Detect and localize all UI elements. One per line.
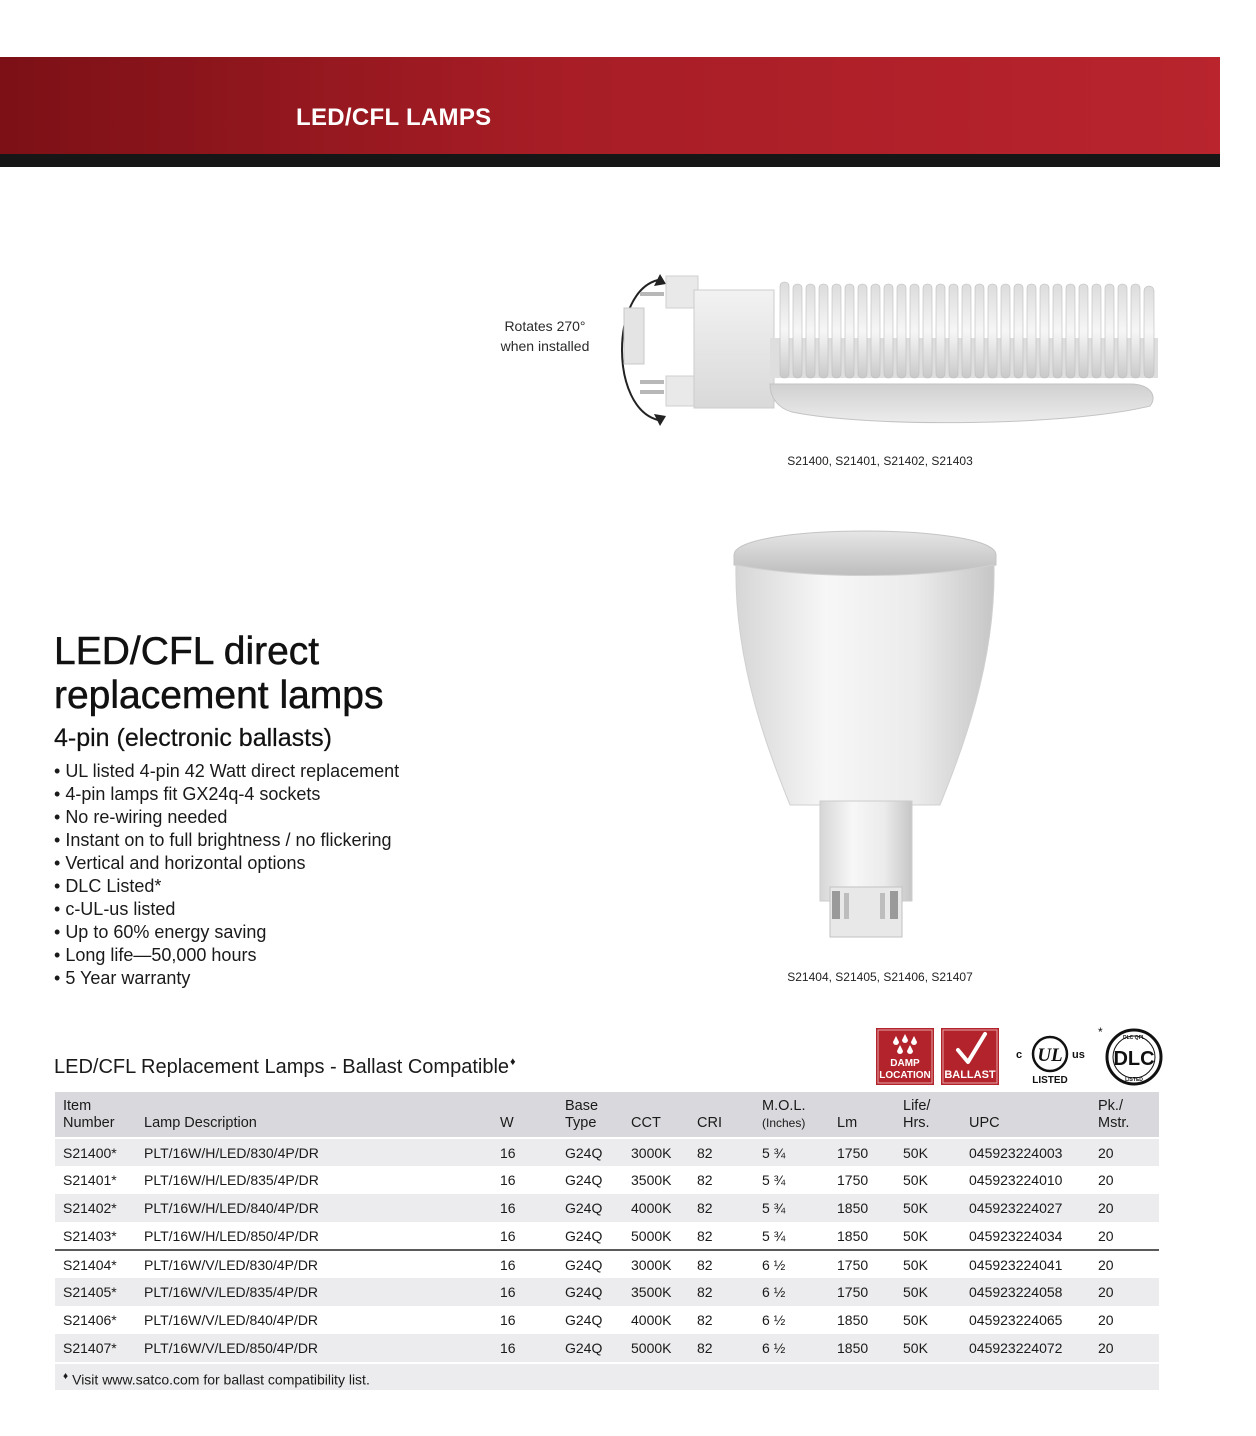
- cell-mol: 6 ½: [754, 1334, 829, 1362]
- col-pack-master: [1090, 1092, 1159, 1138]
- vertical-lamp-caption: S21404, S21405, S21406, S21407: [787, 970, 973, 984]
- cell-mol: 5 ¾: [762, 1172, 786, 1188]
- table-title-text: LED/CFL Replacement Lamps - Ballast Compatible: [54, 1056, 510, 1078]
- table-row: [55, 1306, 1159, 1334]
- col-base-type: [557, 1092, 623, 1138]
- cell-item: S21401*: [63, 1172, 117, 1188]
- cell-desc: PLT/16W/V/LED/850/4P/DR: [136, 1334, 492, 1362]
- damp-location-badge: [876, 1028, 934, 1085]
- damp-label-1: DAMP: [890, 1058, 920, 1069]
- cell-lm: 1750: [829, 1278, 895, 1306]
- header-banner: [0, 57, 1220, 167]
- dlc-listed-badge: [1098, 1026, 1164, 1086]
- cell-desc: PLT/16W/V/LED/840/4P/DR: [144, 1312, 319, 1328]
- cell-item: S21404*: [55, 1250, 136, 1278]
- table-row: [55, 1194, 1159, 1222]
- feature-item: • 4-pin lamps fit GX24q-4 sockets: [54, 783, 399, 806]
- col-mol-label-2: (Inches): [762, 1116, 806, 1130]
- ul-us-mark: us: [1072, 1049, 1085, 1061]
- cell-base: G24Q: [565, 1312, 603, 1328]
- cell-base: G24Q: [557, 1194, 623, 1222]
- col-mol: [754, 1092, 829, 1138]
- rotate-note: Rotates 270° when installed: [500, 318, 590, 354]
- ul-listed-label: LISTED: [1032, 1075, 1068, 1086]
- cell-mol: 6 ½: [754, 1278, 829, 1306]
- footnote-diamond-icon: ♦: [63, 1371, 69, 1382]
- cell-mol: 6 ½: [762, 1312, 786, 1328]
- col-life-label-2: Hrs.: [903, 1115, 930, 1131]
- feature-item: • c-UL-us listed: [54, 898, 399, 921]
- cell-w: 16: [492, 1138, 557, 1166]
- cell-base: G24Q: [565, 1172, 603, 1188]
- cell-item: S21406*: [63, 1312, 117, 1328]
- table-row: [55, 1166, 1159, 1194]
- cell-cct: 3500K: [631, 1172, 672, 1188]
- table-row: [55, 1138, 1159, 1166]
- cell-upc: 045923224003: [961, 1138, 1090, 1166]
- cell-item: S21407*: [55, 1334, 136, 1362]
- cell-cct: 4000K: [631, 1312, 672, 1328]
- cell-lm: 1850: [829, 1194, 895, 1222]
- cell-life: 50K: [903, 1227, 928, 1244]
- cell-lm: 1850: [829, 1334, 895, 1362]
- diamond-icon: ♦: [510, 1056, 516, 1069]
- cell-item: S21405*: [55, 1278, 136, 1306]
- table-footnote: [55, 1364, 1159, 1390]
- col-upc: UPC: [961, 1092, 1090, 1138]
- cell-life: 50K: [903, 1312, 928, 1328]
- cell-pk: 20: [1098, 1312, 1114, 1328]
- cell-cri: 82: [697, 1312, 713, 1328]
- cell-base: G24Q: [565, 1227, 603, 1244]
- banner-title: LED/CFL LAMPS: [296, 104, 492, 131]
- dlc-mark: DLC: [1113, 1048, 1155, 1070]
- feature-item: • Instant on to full brightness / no flickering: [54, 829, 399, 852]
- cell-pk: 20: [1090, 1334, 1159, 1362]
- col-base-label-1: Base: [565, 1098, 599, 1114]
- cell-item: S21402*: [55, 1194, 136, 1222]
- cell-upc: 045923224058: [961, 1278, 1090, 1306]
- footnote-text: Visit www.satco.com for ballast compatibility list.: [72, 1371, 370, 1388]
- ul-mark: UL: [1037, 1045, 1063, 1066]
- ballast-label: BALLAST: [944, 1069, 996, 1081]
- feature-list: [54, 760, 399, 990]
- cell-upc: 045923224065: [969, 1312, 1063, 1328]
- col-pk-label-1: Pk./: [1098, 1098, 1123, 1114]
- cell-cct: 3000K: [623, 1138, 689, 1166]
- feature-item: • 5 Year warranty: [54, 967, 399, 990]
- cell-desc: PLT/16W/V/LED/830/4P/DR: [136, 1250, 492, 1278]
- col-life-hours: [895, 1092, 961, 1138]
- col-item-label-2: Number: [63, 1115, 115, 1131]
- horizontal-lamp-caption: S21400, S21401, S21402, S21403: [787, 454, 973, 468]
- dlc-asterisk: *: [1098, 1026, 1103, 1039]
- table-title: [54, 1056, 516, 1079]
- feature-item: • No re-wiring needed: [54, 806, 399, 829]
- cell-pk: 20: [1090, 1250, 1159, 1278]
- cell-cct: 3500K: [623, 1278, 689, 1306]
- col-cri: CRI: [689, 1092, 754, 1138]
- cell-cct: 5000K: [631, 1227, 672, 1244]
- cell-lm: 1850: [837, 1312, 869, 1328]
- ul-listed-badge: [1012, 1030, 1090, 1086]
- col-watts: W: [492, 1092, 557, 1138]
- cell-w: 16: [492, 1278, 557, 1306]
- cell-mol: 6 ½: [754, 1250, 829, 1278]
- feature-item: • DLC Listed*: [54, 875, 399, 898]
- cell-lm: 1750: [829, 1250, 895, 1278]
- cell-life: 50K: [895, 1334, 961, 1362]
- feature-item: • UL listed 4-pin 42 Watt direct replacement: [54, 760, 399, 783]
- cell-pk: 20: [1098, 1227, 1114, 1244]
- feature-item: • Up to 60% energy saving: [54, 921, 399, 944]
- cell-w: 16: [492, 1334, 557, 1362]
- cell-pk: 20: [1090, 1138, 1159, 1166]
- col-pk-label-2: Mstr.: [1098, 1115, 1130, 1131]
- cell-mol: 5 ¾: [762, 1227, 786, 1244]
- cell-mol: 5 ¾: [754, 1194, 829, 1222]
- page-subtitle: 4-pin (electronic ballasts): [54, 724, 332, 752]
- cell-cri: 82: [697, 1227, 713, 1244]
- col-mol-label-1: M.O.L.: [762, 1098, 806, 1114]
- dlc-ring-top: DLC QPL: [1123, 1035, 1145, 1041]
- banner-stripe: [0, 154, 1220, 167]
- col-lamp-description: Lamp Description: [136, 1092, 492, 1138]
- cell-base: G24Q: [557, 1278, 623, 1306]
- cell-cri: 82: [689, 1278, 754, 1306]
- cell-pk: 20: [1098, 1172, 1114, 1188]
- cell-pk: 20: [1090, 1194, 1159, 1222]
- cell-life: 50K: [895, 1250, 961, 1278]
- cell-life: 50K: [895, 1194, 961, 1222]
- cell-upc: 045923224072: [961, 1334, 1090, 1362]
- cell-upc: 045923224034: [969, 1227, 1063, 1244]
- cell-base: G24Q: [557, 1334, 623, 1362]
- col-lumens: Lm: [829, 1092, 895, 1138]
- cell-w: 16: [492, 1250, 557, 1278]
- cell-lm: 1750: [837, 1172, 869, 1188]
- cell-lm: 1750: [829, 1138, 895, 1166]
- cell-cri: 82: [689, 1250, 754, 1278]
- cell-pk: 20: [1090, 1278, 1159, 1306]
- col-base-label-2: Type: [565, 1115, 597, 1131]
- cell-item: S21400*: [55, 1138, 136, 1166]
- cell-w: 16: [500, 1227, 516, 1244]
- cell-w: 16: [492, 1194, 557, 1222]
- damp-label-2: LOCATION: [879, 1070, 931, 1081]
- cell-desc: PLT/16W/H/LED/830/4P/DR: [136, 1138, 492, 1166]
- cell-cri: 82: [689, 1194, 754, 1222]
- cell-w: 16: [500, 1172, 516, 1188]
- cell-desc: PLT/16W/H/LED/835/4P/DR: [144, 1172, 319, 1188]
- cell-cri: 82: [697, 1172, 713, 1188]
- cell-base: G24Q: [557, 1138, 623, 1166]
- col-cct: CCT: [623, 1092, 689, 1138]
- table-row: [55, 1334, 1159, 1362]
- table-row: [55, 1222, 1159, 1250]
- cell-upc: 045923224027: [961, 1194, 1090, 1222]
- cell-desc: PLT/16W/H/LED/840/4P/DR: [136, 1194, 492, 1222]
- cell-cri: 82: [689, 1138, 754, 1166]
- col-item-label-1: Item: [63, 1098, 92, 1114]
- cell-base: G24Q: [557, 1250, 623, 1278]
- ul-c-mark: c: [1016, 1049, 1023, 1061]
- cell-cct: 4000K: [623, 1194, 689, 1222]
- feature-item: • Long life—50,000 hours: [54, 944, 399, 967]
- cell-life: 50K: [903, 1172, 928, 1188]
- cell-desc: PLT/16W/V/LED/835/4P/DR: [136, 1278, 492, 1306]
- cell-cct: 5000K: [623, 1334, 689, 1362]
- cell-desc: PLT/16W/H/LED/850/4P/DR: [144, 1227, 319, 1244]
- cell-cri: 82: [689, 1334, 754, 1362]
- cell-w: 16: [500, 1312, 516, 1328]
- cell-item: S21403*: [63, 1227, 117, 1244]
- page-title: LED/CFL direct replacement lamps: [54, 630, 384, 717]
- cell-lm: 1850: [837, 1227, 869, 1244]
- cell-life: 50K: [895, 1138, 961, 1166]
- cell-mol: 5 ¾: [754, 1138, 829, 1166]
- table-row: [55, 1250, 1159, 1278]
- spec-table: [55, 1092, 1159, 1362]
- cell-cct: 3000K: [623, 1250, 689, 1278]
- table-row: [55, 1278, 1159, 1306]
- cell-life: 50K: [895, 1278, 961, 1306]
- ballast-badge: [941, 1028, 999, 1085]
- vertical-lamp-image: [720, 515, 1010, 945]
- dlc-ring-bottom: LISTED: [1125, 1077, 1143, 1083]
- feature-item: • Vertical and horizontal options: [54, 852, 399, 875]
- table-header-row: [55, 1092, 1159, 1138]
- cell-upc: 045923224041: [961, 1250, 1090, 1278]
- horizontal-lamp-image: [610, 268, 1170, 438]
- cell-upc: 045923224010: [969, 1172, 1063, 1188]
- col-life-label-1: Life/: [903, 1098, 931, 1114]
- col-item-number: [55, 1092, 136, 1138]
